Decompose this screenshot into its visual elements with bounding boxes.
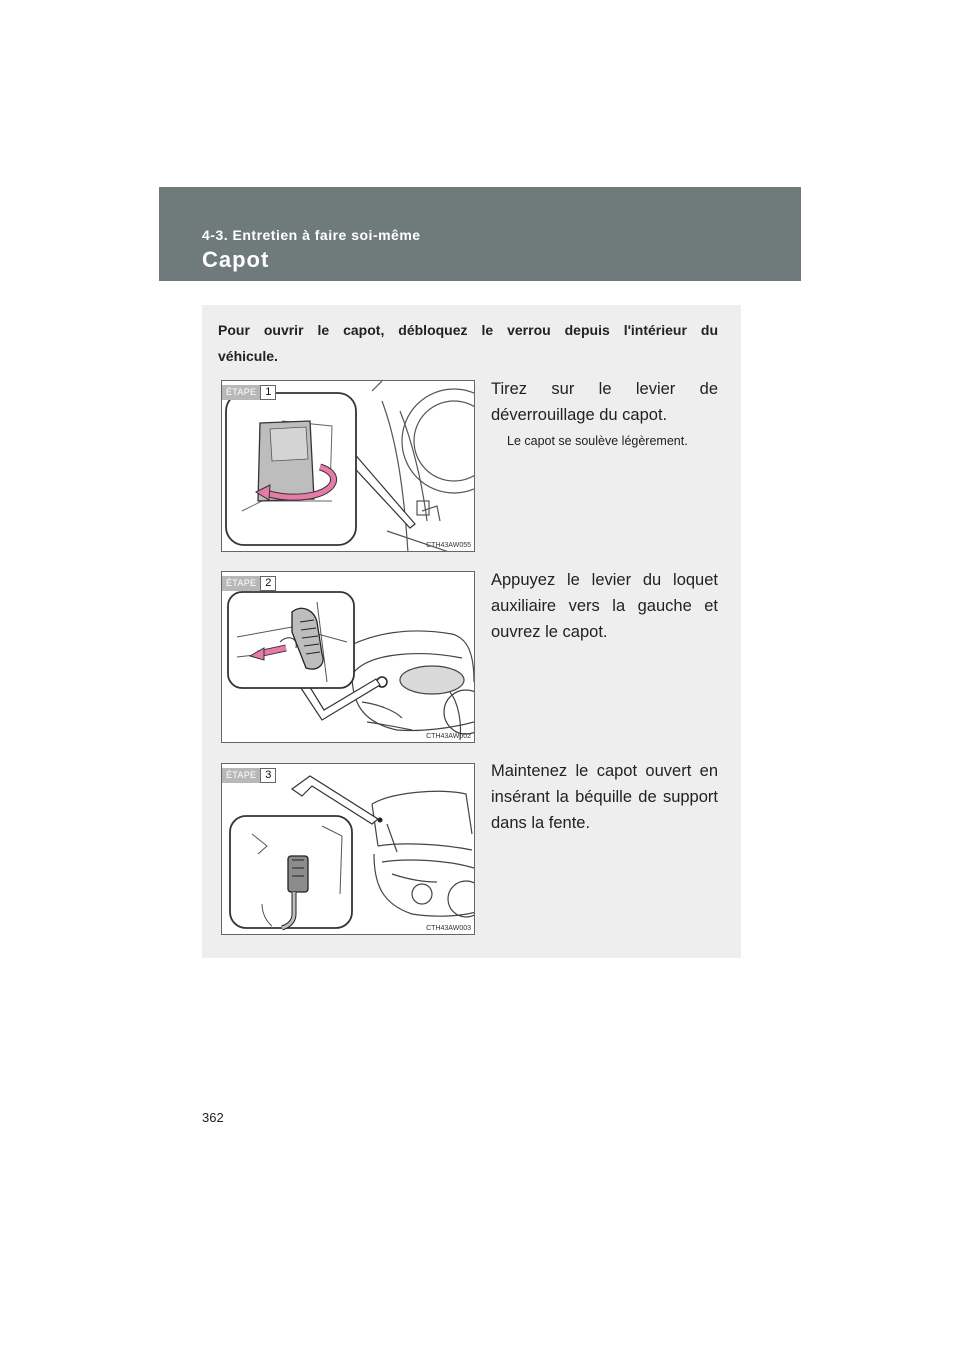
- step-label: ÉTAPE: [222, 385, 260, 400]
- figure-step-2: [221, 571, 475, 743]
- auxiliary-latch-illustration: [222, 572, 475, 743]
- intro-text: Pour ouvrir le capot, débloquez le verrou depuis l'intérieur du véhicule.: [218, 322, 718, 364]
- step-1-note: Le capot se soulève légèrement.: [507, 434, 688, 448]
- step-badge-3: [222, 768, 276, 783]
- step-1-text: Tirez sur le levier de déverrouillage du capot.: [491, 380, 718, 424]
- figure-code: CTH43AW003: [426, 925, 471, 932]
- figure-step-1: [221, 380, 475, 552]
- step-3-text: Maintenez le capot ouvert en insérant la béquille de support dans la fente.: [491, 762, 718, 832]
- hood-support-rod-illustration: [222, 764, 475, 935]
- content-panel: [202, 305, 741, 958]
- step-badge-2: [222, 576, 276, 591]
- step-label: ÉTAPE: [222, 768, 260, 783]
- step-number: 2: [260, 576, 276, 591]
- section-label: 4-3. Entretien à faire soi-même: [202, 227, 421, 243]
- step-2-text: Appuyez le levier du loquet auxiliaire vers la gauche et ouvrez le capot.: [491, 571, 718, 641]
- figure-code: CTH43AW055: [426, 542, 471, 549]
- step-badge-1: [222, 385, 276, 400]
- figure-code: CTH43AW002: [426, 733, 471, 740]
- figure-step-3: [221, 763, 475, 935]
- step-number: 1: [260, 385, 276, 400]
- hood-release-lever-illustration: [222, 381, 475, 552]
- step-label: ÉTAPE: [222, 576, 260, 591]
- header-band: [159, 187, 801, 281]
- page-title: Capot: [202, 247, 270, 272]
- step-number: 3: [260, 768, 276, 783]
- page-number: 362: [202, 1110, 224, 1125]
